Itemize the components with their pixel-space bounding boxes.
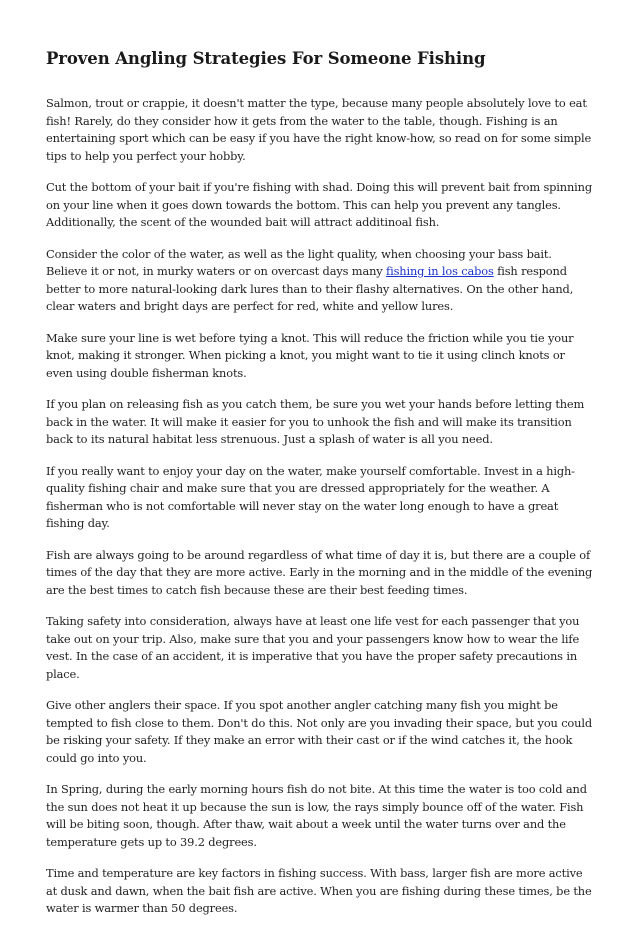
paragraph-text-before-link: Consider the color of the water, as well as the light quality, when choosing your bass bait. Believe it or not, in murky waters or on overcast days many: [46, 246, 552, 278]
paragraph-spring: In Spring, during the early morning hours fish do not bite. At this time the water is too cold and the sun does not heat it up because the sun is low, the rays simply bounce off of the water. Fish will be biting soon, though. After thaw, wait about a week until the water turns over and the temperature gets up to 39.2 degrees.: [46, 782, 587, 849]
paragraph-intro: Salmon, trout or crappie, it doesn't matter the type, because many people absolutely love to eat fish! Rarely, do they consider how it gets from the water to the table, though. Fishing is an entertaining sport which can be easy if you have the right know-how, so read on for some simple tips to help you perfect your hobby.: [46, 96, 592, 163]
paragraph-shad-bait: Cut the bottom of your bait if you're fishing with shad. Doing this will prevent bait from spinning on your line when it goes down towards the bottom. This can help you prevent any tangles. Additionally, the scent of the wounded bait will attract additinoal fish.: [46, 180, 592, 229]
document-title: Proven Angling Strategies For Someone Fishing: [46, 49, 486, 68]
paragraph-text-after-link: fish respond better to more natural-looking dark lures than to their flashy alternatives. On the other hand, clear waters and bright days are perfect for red, white and yellow lures.: [46, 264, 574, 313]
paragraph-anglers-space: Give other anglers their space. If you spot another angler catching many fish you might be tempted to fish close to them. Don't do this. Not only are you invading their space, but you could be risking your safety. If they make an error with their cast or if the wind catches it, the hook could go into you.: [46, 698, 592, 765]
paragraph-time-of-day: Fish are always going to be around regardless of what time of day it is, but there are a couple of times of the day that they are more active. Early in the morning and in the middle of the evening are the best times to catch fish because these are their best feeding times.: [46, 547, 593, 597]
paragraph-comfort: If you really want to enjoy your day on the water, make yourself comfortable. Invest in a high-quality fishing chair and make sure that you are dressed appropriately for the weather. A fisherman who is not comfortable will never stay on the water long enough to have a great fishing day.: [46, 463, 575, 530]
paragraph-water-color: [46, 246, 594, 316]
paragraph-temperature: Time and temperature are key factors in fishing success. With bass, larger fish are more active at dusk and dawn, when the bait fish are active. When you are fishing during these times, be the water is warmer than 50 degrees.: [46, 866, 592, 915]
paragraph-safety: Taking safety into consideration, always have at least one life vest for each passenger that you take out on your trip. Also, make sure that you and your passengers know how to wear the life vest. In the case of an accident, it is imperative that you have the proper safety precautions in place.: [46, 614, 580, 681]
fishing-in-los-cabos-link[interactable]: fishing in los cabos: [386, 264, 494, 278]
paragraph-wet-line: Make sure your line is wet before tying a knot. This will reduce the friction while you tie your knot, making it stronger. When picking a knot, you might want to tie it using clinch knots or even using double fisherman knots.: [46, 330, 574, 380]
document-page: [46, 48, 594, 932]
paragraph-releasing-fish: If you plan on releasing fish as you catch them, be sure you wet your hands before letting them back in the water. It will make it easier for you to unhook the fish and will make its transition back to its natural habitat less strenuous. Just a splash of water is all you need.: [46, 397, 585, 446]
